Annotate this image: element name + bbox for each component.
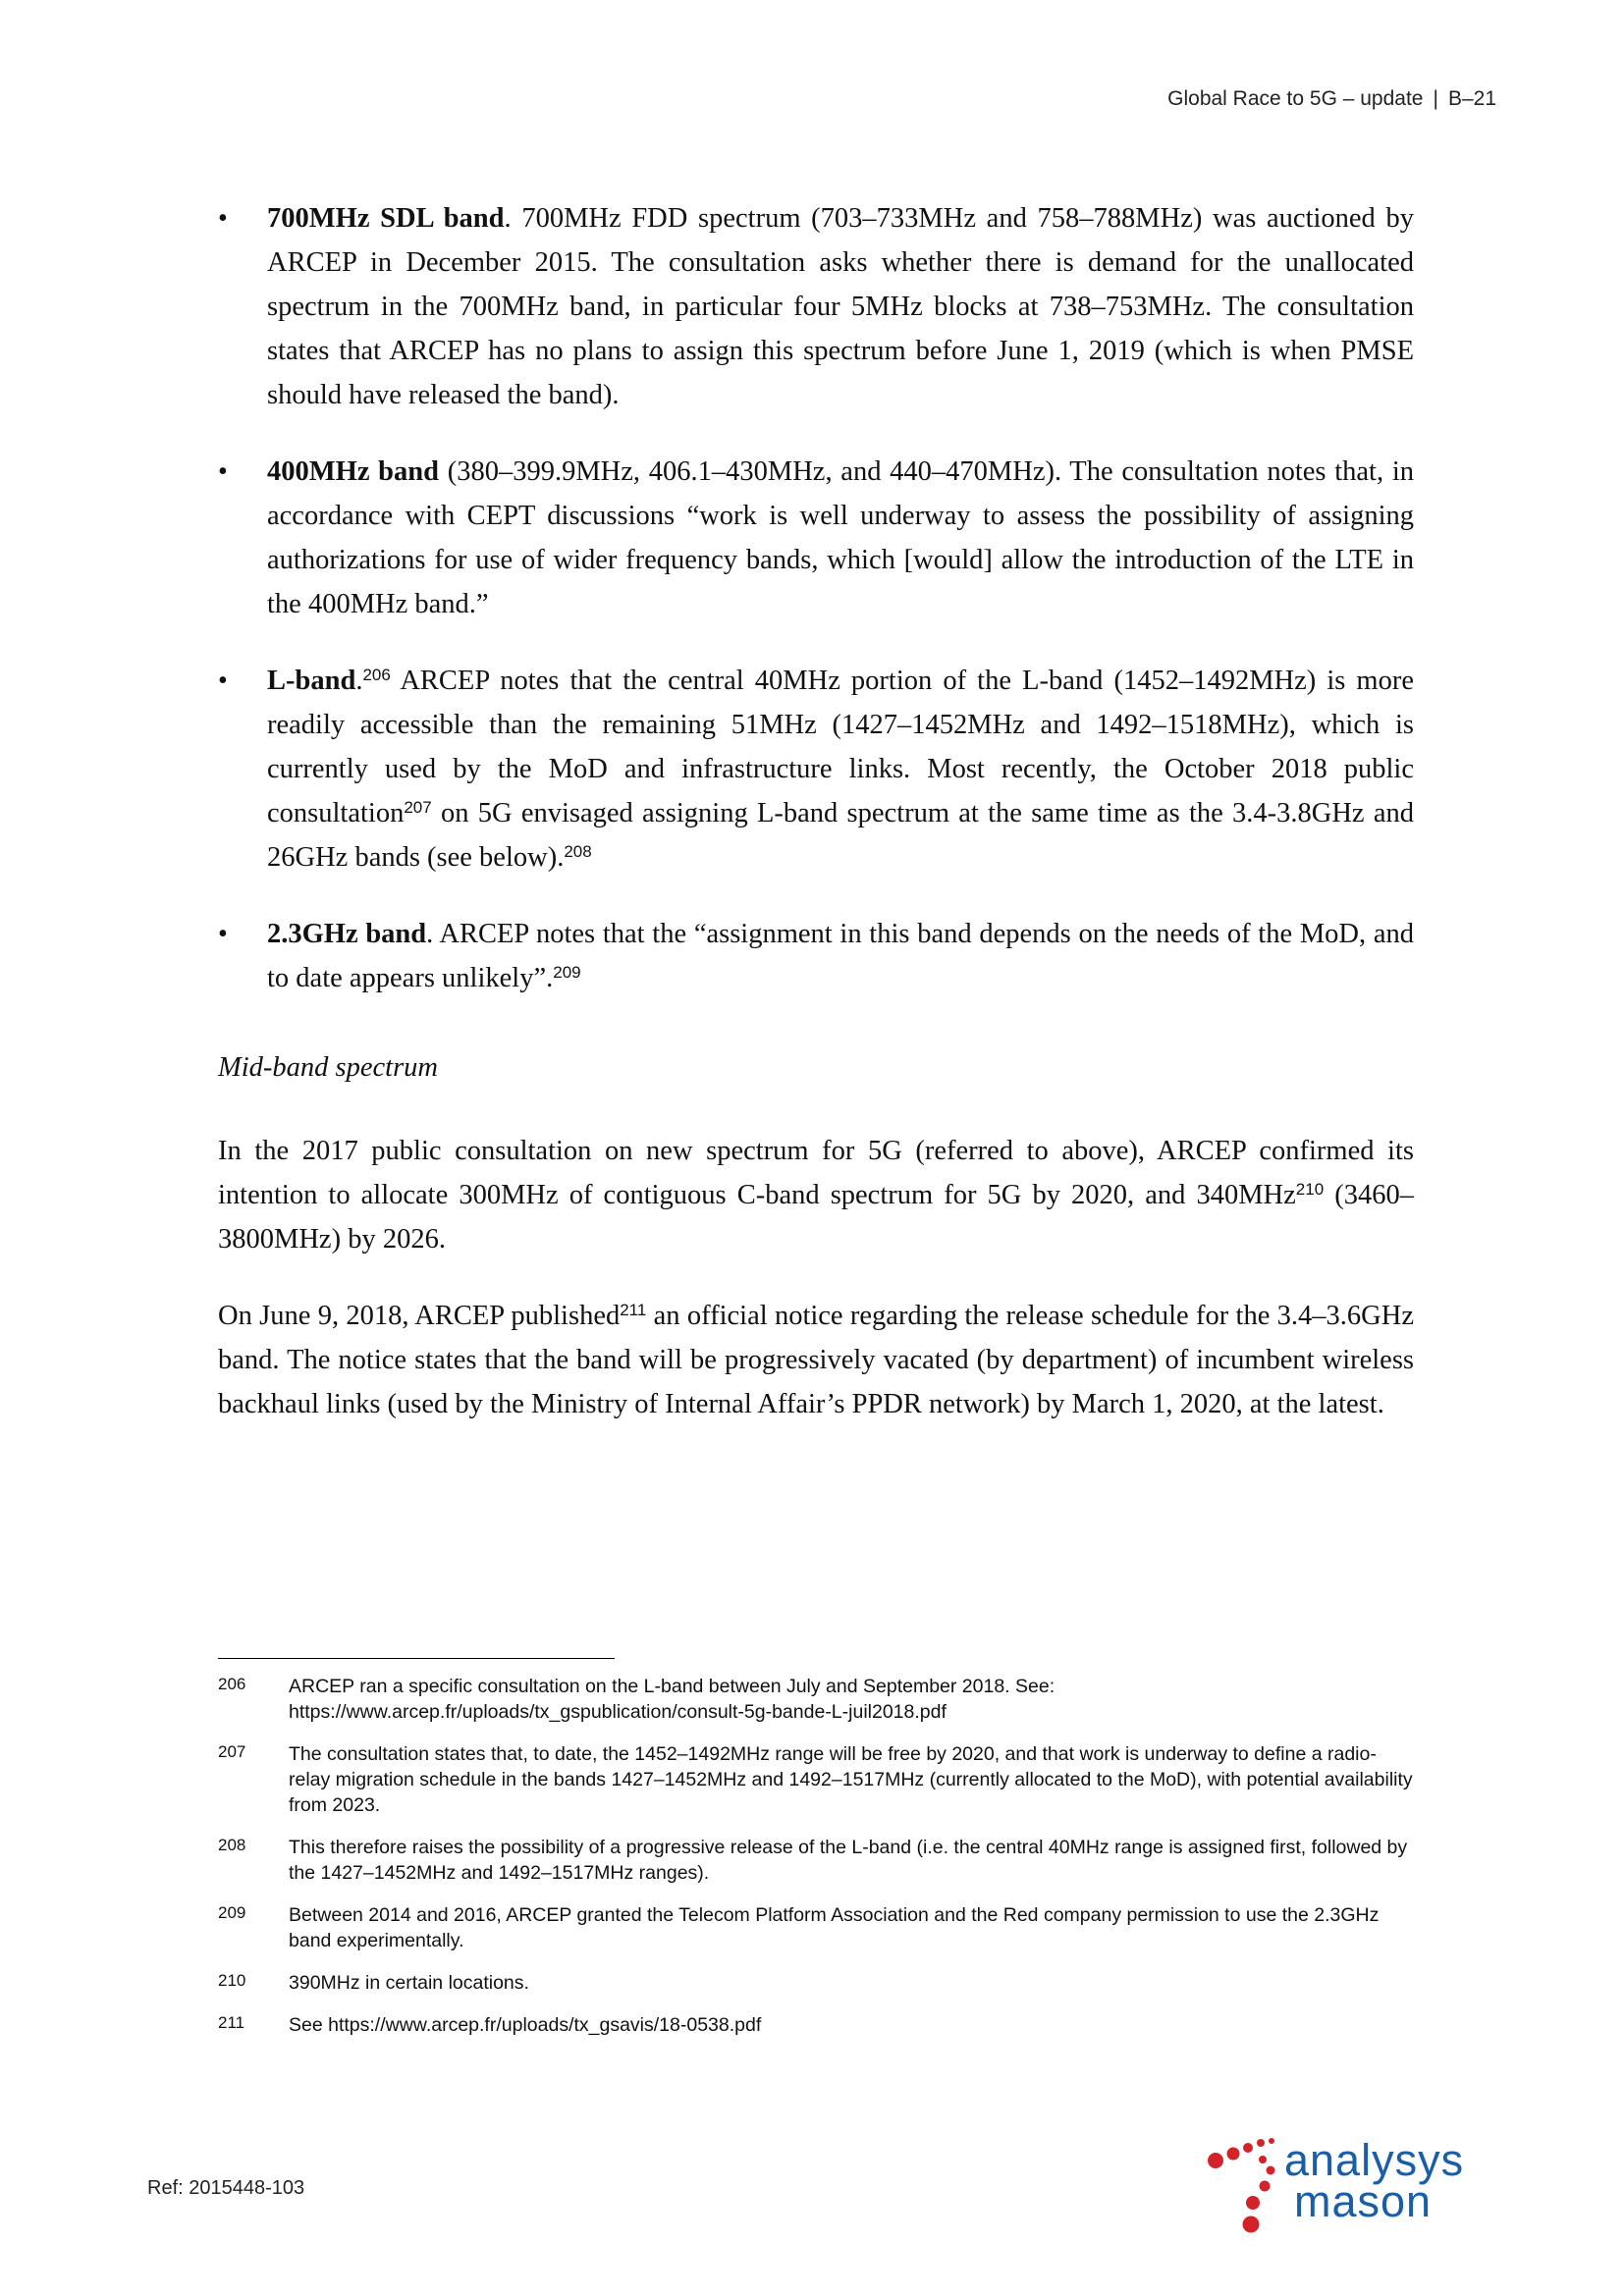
- bullet-l-band: [267, 659, 1414, 880]
- logo-word-analysys: analysys: [1284, 2135, 1465, 2185]
- footnote-text: [289, 1674, 1414, 1725]
- footnote-text: Between 2014 and 2016, ARCEP granted the Telecom Platform Association and the Red company permission to use the 2.3GHz band experimentally.: [289, 1904, 1380, 1951]
- footnote: [218, 1835, 1414, 1886]
- footnote-ref[interactable]: 208: [564, 842, 592, 861]
- paragraph-text: On June 9, 2018, ARCEP published: [218, 1301, 621, 1331]
- paragraph-text: In the 2017 public consultation on new spectrum for 5G (referred to above), ARCEP confirmed its intention to allocate 300MHz of contiguous C-band spectrum for 5G by 2020, and 340MHz: [218, 1136, 1414, 1210]
- bullet-400mhz: [267, 450, 1414, 626]
- running-header: [1167, 87, 1496, 111]
- page-number: B–21: [1447, 87, 1496, 110]
- footnote-number: 211: [218, 2013, 245, 2032]
- footnote: [218, 1741, 1414, 1818]
- bullet-text: . 700MHz FDD spectrum (703–733MHz and 758–788MHz) was auctioned by ARCEP in December 2015. The consultation asks whether there is demand for the unallocated spectrum in the 700MHz band, in particular four 5MHz blocks at 738–753MHz. The consultation states that ARCEP has no plans to assign this spectrum before June 1, 2019 (which is when PMSE should have released the band).: [267, 203, 1414, 410]
- bullet-700mhz: [267, 196, 1414, 417]
- footnote-number: 210: [218, 1971, 246, 1990]
- bullet-2-3ghz: [267, 912, 1414, 1000]
- footnote-text: This therefore raises the possibility of a progressive release of the L-band (i.e. the central 40MHz range is assigned first, followed by the 1427–1452MHz and 1492–1517MHz ranges).: [289, 1837, 1408, 1884]
- footnote-link[interactable]: https://www.arcep.fr/uploads/tx_gspublication/consult-5g-bande-L-juil2018.pdf: [289, 1701, 947, 1723]
- footnote-ref[interactable]: 209: [553, 963, 581, 982]
- paragraph-text: an official notice regarding the release schedule for the 3.4–3.6GHz band. The notice states that the band will be progressively vacated (by department) of incumbent wireless backhaul links (used by the Ministry of Internal Affair’s PPDR network) by March 1, 2020, at the latest.: [218, 1301, 1414, 1419]
- footnote: [218, 1674, 1414, 1725]
- band-bullet-list: [218, 196, 1414, 1033]
- analysys-mason-logo: [1206, 2135, 1520, 2246]
- footnote-ref[interactable]: 210: [1295, 1180, 1325, 1199]
- header-separator: |: [1433, 87, 1438, 110]
- footnote-ref[interactable]: 206: [362, 666, 391, 684]
- section-subheading: Mid-band spectrum: [218, 1052, 439, 1083]
- bullet-heading: 700MHz SDL band: [267, 203, 505, 234]
- logo-word-mason: mason: [1294, 2176, 1433, 2226]
- bullet-text: ARCEP notes that the central 40MHz portion of the L-band (1452–1492MHz) is more readily accessible than the remaining 51MHz (1427–1452MHz and 1492–1518MHz), which is currently used by the MoD and infrastructure links. Most recently, the October 2018 public consultation: [267, 666, 1414, 828]
- footnote: [218, 2012, 1414, 2038]
- footnotes: [218, 1674, 1414, 2055]
- bullet-text: (380–399.9MHz, 406.1–430MHz, and 440–470MHz). The consultation notes that, in accordance with CEPT discussions “work is well underway to assess the possibility of assigning authorizations for use of wider frequency bands, which [would] allow the introduction of the LTE in the 400MHz band.”: [267, 456, 1414, 619]
- paragraph-text: (3460–3800MHz) by 2026.: [218, 1180, 1414, 1255]
- footnote-number: 208: [218, 1836, 246, 1854]
- footnote-number: 209: [218, 1903, 246, 1922]
- footnote-ref[interactable]: 207: [404, 798, 432, 817]
- footnote-text: The consultation states that, to date, the 1452–1492MHz range will be free by 2020, and that work is underway to define a radio-relay migration schedule in the bands 1427–1452MHz and 1492–1517MHz (currently allocated to the MoD), with potential availability from 2023.: [289, 1743, 1413, 1816]
- footnote-number: 206: [218, 1675, 246, 1693]
- document-reference: Ref: 2015448-103: [147, 2177, 305, 2199]
- footnote-text: 390MHz in certain locations.: [289, 1972, 529, 1994]
- bullet-heading: L-band: [267, 666, 356, 696]
- header-title: Global Race to 5G – update: [1167, 87, 1424, 110]
- footnote: [218, 1970, 1414, 1996]
- footnote-ref[interactable]: 211: [620, 1301, 647, 1319]
- logo-dots-icon: [1206, 2138, 1294, 2246]
- footnote-line: ARCEP ran a specific consultation on the L-band between July and September 2018. See:: [289, 1676, 1056, 1697]
- bullet-heading: 400MHz band: [267, 456, 439, 487]
- footnote: [218, 1902, 1414, 1953]
- bullet-heading: 2.3GHz band: [267, 919, 427, 949]
- bullet-text: .: [355, 666, 363, 696]
- bullet-text: on 5G envisaged assigning L-band spectrum at the same time as the 3.4-3.8GHz and 26GHz bands (see below).: [267, 798, 1414, 873]
- paragraph-notice: [218, 1294, 1414, 1426]
- footnote-divider: [218, 1658, 615, 1659]
- footnote-number: 207: [218, 1742, 246, 1761]
- bullet-text: . ARCEP notes that the “assignment in this band depends on the needs of the MoD, and to date appears unlikely”.: [267, 919, 1414, 993]
- paragraph-consultation: [218, 1129, 1414, 1261]
- footnote-text[interactable]: See https://www.arcep.fr/uploads/tx_gsavis/18-0538.pdf: [289, 2014, 762, 2036]
